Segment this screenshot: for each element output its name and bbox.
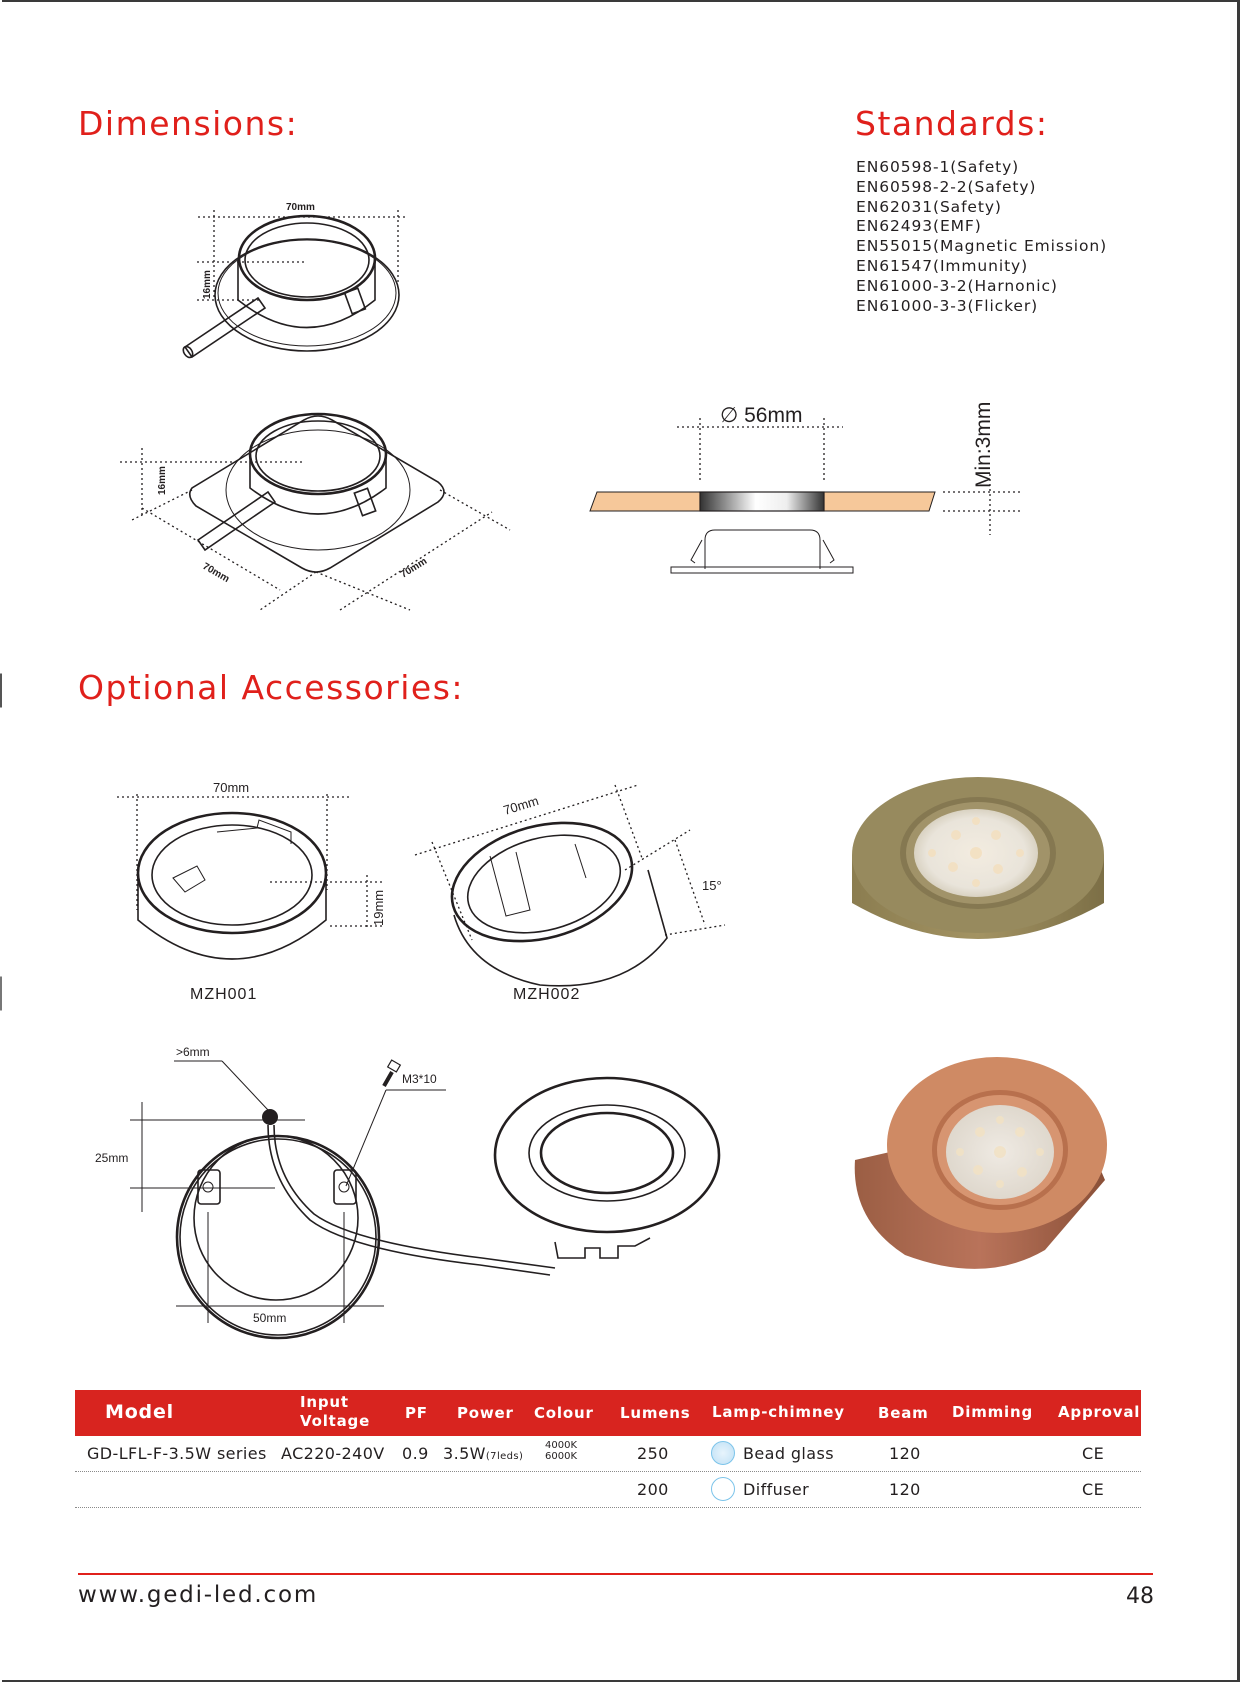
header-approval: Approval [1058,1403,1141,1421]
standard-item: EN62493(EMF) [856,217,982,236]
hole-size-label: >6mm [176,1045,210,1059]
cutout-diameter-label: ∅ 56mm [720,404,803,427]
cell-lumens: 200 [637,1480,669,1499]
diffuser-icon [711,1477,735,1501]
page-edge [0,0,2,1684]
round-height-label: 16mm [202,270,213,299]
mzh002-drawing [410,760,730,1000]
cell-power-value: 3.5W [443,1444,486,1463]
min-thickness-label: Min:3mm [972,401,995,488]
colour-temp-1: 4000K [545,1440,578,1451]
square-side-b-label: 70mm [398,555,430,581]
square-height-label: 16mm [157,466,168,495]
mounting-drawing [90,1040,730,1330]
header-voltage: Voltage [300,1412,371,1430]
header-input: Input [300,1393,349,1411]
standard-item: EN61000-3-2(Harnonic) [856,276,1058,295]
cell-pf: 0.9 [402,1444,429,1463]
mzh001-width-label: 70mm [213,780,250,795]
table-row [75,1472,1141,1508]
accessories-heading: Optional Accessories: [78,668,465,707]
vertical-spacing-label: 25mm [95,1151,129,1165]
header-lumens: Lumens [620,1404,691,1422]
header-beam: Beam [878,1404,929,1422]
screw-label: M3*10 [402,1072,437,1086]
header-colour: Colour [534,1404,594,1422]
cell-power-note: (7leds) [485,1451,524,1462]
page-number: 48 [1126,1584,1154,1609]
square-side-a-label: 70mm [200,561,232,586]
square-fixture-drawing [120,410,520,610]
copper-fixture-photo [845,1050,1115,1280]
standards-heading: Standards: [855,104,1049,143]
round-width-label: 70mm [286,202,315,213]
horizontal-spacing-label: 50mm [253,1311,287,1325]
cell-chimney: Bead glass [743,1444,834,1463]
footer-url[interactable]: www.gedi-led.com [78,1582,319,1608]
standard-item: EN61547(Immunity) [856,256,1029,275]
header-model: Model [105,1401,174,1423]
mzh001-label: MZH001 [190,986,258,1003]
cell-beam: 120 [889,1480,921,1499]
cutout-section-drawing [585,370,1025,590]
table-header [75,1390,1141,1436]
cell-approval: CE [1082,1444,1105,1463]
mzh002-width-label: 70mm [501,792,541,818]
footer-divider [78,1573,1153,1575]
header-lamp-chimney: Lamp-chimney [712,1403,845,1421]
header-power: Power [457,1404,514,1422]
round-fixture-drawing [170,190,440,380]
mzh002-angle-label: 15° [702,878,722,893]
cell-chimney: Diffuser [743,1480,810,1499]
header-pf: PF [405,1404,428,1422]
standard-item: EN55015(Magnetic Emission) [856,237,1108,256]
dimensions-heading: Dimensions: [78,104,299,143]
cell-approval: CE [1082,1480,1105,1499]
cell-model: GD-LFL-F-3.5W series [87,1444,267,1463]
standard-item: EN60598-2-2(Safety) [856,177,1037,196]
header-dimming: Dimming [952,1403,1034,1421]
standard-item: EN62031(Safety) [856,197,1002,216]
table-row [75,1436,1141,1472]
cell-lumens: 250 [637,1444,669,1463]
mzh001-drawing [105,770,405,1010]
cell-voltage: AC220-240V [281,1444,385,1463]
standard-item: EN61000-3-3(Flicker) [856,296,1039,315]
bead-glass-icon [711,1441,735,1465]
cell-power [443,1444,523,1463]
spec-table [75,1390,1141,1508]
standard-item: EN60598-1(Safety) [856,158,1020,176]
mzh002-label: MZH002 [513,986,581,1003]
standards-list [856,158,1107,316]
mzh001-height-label: 19mm [371,889,386,926]
cell-colour [545,1440,577,1462]
cell-beam: 120 [889,1444,921,1463]
colour-temp-2: 6000K [545,1451,578,1462]
antique-brass-fixture-photo [848,775,1108,955]
